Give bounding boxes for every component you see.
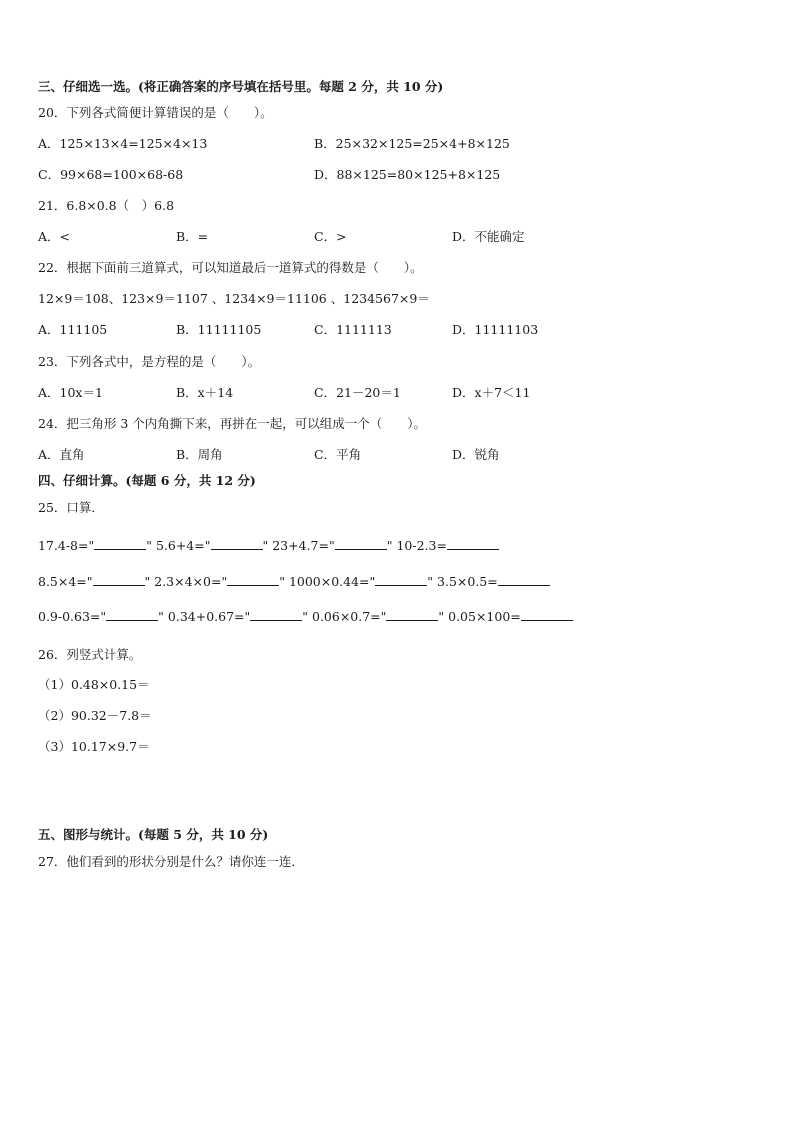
q22-equations: 12×9＝108、123×9＝1107 、1234×9＝11106 、1234567×9＝	[38, 291, 430, 306]
q24-stem: 24．把三角形 3 个内角撕下来，再拼在一起，可以组成一个（ ）。	[38, 416, 427, 431]
q25-r3-expr-4: " 0.05×100=	[438, 609, 521, 624]
answer-blank[interactable]	[386, 609, 438, 621]
q25-r1-expr-2: " 5.6+4="	[146, 538, 211, 553]
answer-blank[interactable]	[93, 574, 145, 586]
q25-row-1	[38, 538, 499, 554]
answer-blank[interactable]	[94, 538, 146, 550]
q26-item-1: （1）0.48×0.15＝	[38, 677, 150, 692]
q25-r2-expr-3: " 1000×0.44="	[279, 574, 376, 589]
q22-option-a: A．111105	[38, 322, 108, 337]
q20-option-b: B．25×32×125=25×4+8×125	[314, 136, 510, 151]
q25-r3-expr-2: " 0.34+0.67="	[158, 609, 251, 624]
q21-option-c: C．>	[314, 229, 347, 244]
q23-option-d: D．x＋7＜11	[452, 385, 531, 400]
q25-r2-expr-4: " 3.5×0.5=	[427, 574, 498, 589]
q25-row-3	[38, 609, 573, 625]
q23-option-a: A．10x＝1	[38, 385, 103, 400]
q21-option-d: D．不能确定	[452, 229, 525, 244]
section3-heading: 三、仔细选一选。(将正确答案的序号填在括号里。每题 2 分，共 10 分)	[38, 79, 444, 94]
q21-option-a: A．<	[38, 229, 71, 244]
q25-r2-expr-2: " 2.3×4×0="	[144, 574, 228, 589]
q24-option-d: D．锐角	[452, 447, 500, 462]
q26-item-2: （2）90.32－7.8＝	[38, 708, 152, 723]
answer-blank[interactable]	[447, 538, 499, 550]
q25-r2-expr-1: 8.5×4="	[38, 574, 93, 589]
q25-row-2	[38, 574, 550, 590]
answer-blank[interactable]	[106, 609, 158, 621]
q27-stem: 27．他们看到的形状分别是什么？请你连一连．	[38, 854, 304, 869]
section4-heading: 四、仔细计算。(每题 6 分，共 12 分)	[38, 473, 256, 488]
q25-r1-expr-3: " 23+4.7="	[262, 538, 335, 553]
q25-r3-expr-1: 0.9-0.63="	[38, 609, 107, 624]
answer-blank[interactable]	[211, 538, 263, 550]
answer-blank[interactable]	[375, 574, 427, 586]
q22-stem: 22．根据下面前三道算式，可以知道最后一道算式的得数是（ ）。	[38, 260, 423, 275]
q22-option-c: C．1111113	[314, 322, 392, 337]
q25-stem: 25．口算．	[38, 500, 104, 515]
answer-blank[interactable]	[335, 538, 387, 550]
q20-option-d: D．88×125=80×125+8×125	[314, 167, 501, 182]
section5-heading: 五、图形与统计。(每题 5 分，共 10 分)	[38, 827, 269, 842]
q23-option-c: C．21－20＝1	[314, 385, 401, 400]
answer-blank[interactable]	[250, 609, 302, 621]
q24-option-b: B．周角	[176, 447, 223, 462]
q21-stem: 21．6.8×0.8（ ）6.8	[38, 198, 175, 213]
q25-r1-expr-1: 17.4-8="	[38, 538, 95, 553]
q25-r1-expr-4: " 10-2.3=	[386, 538, 447, 553]
q21-option-b: B．=	[176, 229, 209, 244]
q22-option-b: B．11111105	[176, 322, 262, 337]
q24-option-a: A．直角	[38, 447, 85, 462]
q26-stem: 26．列竖式计算。	[38, 647, 142, 662]
q26-item-3: （3）10.17×9.7＝	[38, 739, 150, 754]
q23-option-b: B．x＋14	[176, 385, 234, 400]
q25-r3-expr-3: " 0.06×0.7="	[302, 609, 387, 624]
q20-stem: 20．下列各式简便计算错误的是（ ）。	[38, 105, 273, 120]
q20-option-a: A．125×13×4=125×4×13	[38, 136, 208, 151]
q22-option-d: D．11111103	[452, 322, 539, 337]
q23-stem: 23．下列各式中，是方程的是（ ）。	[38, 354, 261, 369]
answer-blank[interactable]	[521, 609, 573, 621]
answer-blank[interactable]	[227, 574, 279, 586]
q20-option-c: C．99×68=100×68-68	[38, 167, 184, 182]
q24-option-c: C．平角	[314, 447, 362, 462]
answer-blank[interactable]	[498, 574, 550, 586]
